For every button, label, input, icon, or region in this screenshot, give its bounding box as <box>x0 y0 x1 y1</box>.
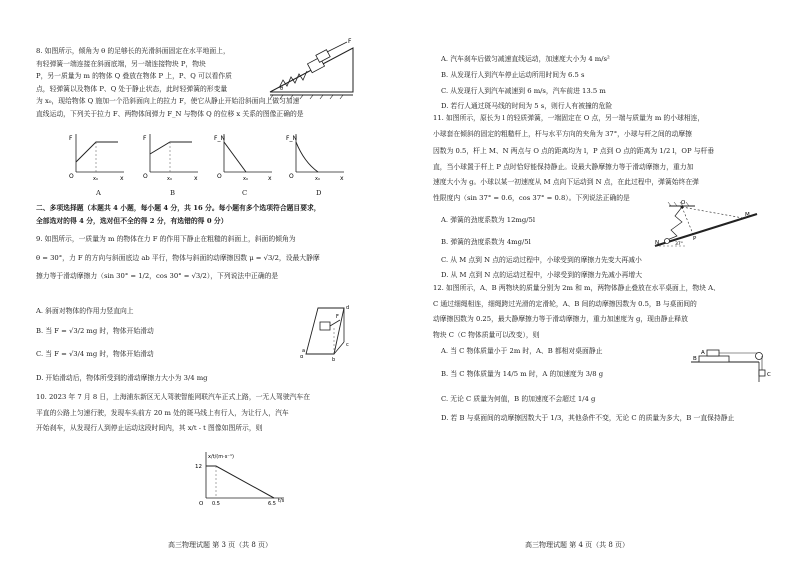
pulley-blocks-figure <box>689 342 773 384</box>
origin-label: O <box>217 173 222 180</box>
question-10-text <box>36 391 310 435</box>
q8-graph-b <box>140 132 200 182</box>
q8-label-b: B <box>170 189 175 197</box>
q8-graph-d <box>286 132 346 182</box>
text-line: 平直的公路上匀速行驶，发现车头前方 20 m 处的斑马线上有行人，为让行人，汽车 <box>36 408 289 417</box>
text-line: 10. 2023 年 7 月 8 日，上海浦东新区无人驾驶智能网联汽车正式上路，一无人驾驶汽车在 <box>36 393 311 401</box>
q12-option-b: B. 当 C 物体质量为 14/5 m 时，A 的加速度为 3/8 g <box>441 370 604 378</box>
text-line: 8. 如图所示，倾角为 θ 的足够长的光滑斜面固定在水平地面上， <box>36 47 230 55</box>
origin-label: O <box>143 173 148 180</box>
d-label: d <box>346 305 350 311</box>
q9-option-a: A. 斜面对物体的作用力竖直向上 <box>36 307 134 315</box>
q8-label-d: D <box>316 189 322 197</box>
q8-graph-a <box>66 132 126 182</box>
right-page <box>397 0 794 562</box>
text-line: 性限度内（sin 37° = 0.6，cos 37° = 0.8）。下列说法正确的是 <box>433 193 630 202</box>
c-label: c <box>346 342 349 348</box>
q12-option-d: D. 若 B 与桌面间的动摩擦因数大于 1/3，其他条件不变，无论 C 的质量为多大，B 一直保持静止 <box>441 414 735 422</box>
text-line: 动摩擦因数为 0.25，最大静摩擦力等于滑动摩擦力，重力加速度为 g，现由静止释放 <box>433 315 688 324</box>
text-line: C 通过细绳相连，细绳跨过光滑的定滑轮，A、B 间的动摩擦因数为 0.5，B 与桌面间的 <box>433 299 697 308</box>
text-line: 因数为 0.5，杆上 M、N 两点与 O 点的距离均为 l，P 点到 O 点的距离为 1/2 l，OP 与杆垂 <box>433 147 715 156</box>
text-line: 12. 如图所示，A、B 两物块的质量分别为 2m 和 m，两物体静止叠放在水平桌面上，物块 A、 <box>433 284 720 292</box>
question-8-text <box>36 45 304 121</box>
p-label: P <box>693 236 697 242</box>
o-label: O <box>681 200 686 206</box>
b-label: B <box>693 356 697 362</box>
a-label: a <box>302 348 306 354</box>
text-line: 有轻弹簧一端连接在斜面底端，另一端连接物块 P，物块 <box>36 59 206 68</box>
m-label: M <box>745 212 750 218</box>
force-label: F <box>348 38 352 45</box>
rod-spring-figure <box>647 200 767 250</box>
axis-f-label: F <box>69 135 73 142</box>
inclined-block-figure <box>300 300 360 363</box>
q11-option-c: C. 从 M 点到 N 点的运动过程中，小球受到的摩擦力先变大再减小 <box>441 256 642 264</box>
axis-x-label: x <box>268 175 272 182</box>
q12-option-c: C. 无论 C 质量为何值，B 的加速度不会超过 1/4 g <box>441 395 596 403</box>
text-line: 直，当小球置于杆上 P 点时恰好能保持静止。设最大静摩擦力等于滑动摩擦力，重力加 <box>433 162 694 171</box>
page-footer: 高三物理试题 第 4 页（共 8 页） <box>525 541 630 549</box>
question-12-text <box>433 282 720 341</box>
text-line: 小球套在倾斜的固定的粗糙杆上，杆与水平方向的夹角为 37°，小球与杆之间的动摩擦 <box>433 129 692 138</box>
text-line: 物块 C（C 物体质量可以改变），则 <box>433 330 540 339</box>
question-9-text <box>36 233 320 283</box>
q10-option-c: C. 从发现行人到汽车减速到 6 m/s，汽车前进 13.5 m <box>441 87 606 95</box>
q11-option-a: A. 弹簧的劲度系数为 12mg/5l <box>441 216 535 224</box>
x-axis-label: t/s <box>278 498 285 504</box>
text-line: θ = 30°，力 F 的方向与斜面底边 ab 平行，物体与斜面的动摩擦因数 μ = √3/2，设最大静摩 <box>36 253 320 262</box>
page-footer: 高三物理试题 第 3 页（共 8 页） <box>168 541 273 549</box>
axis-x-label: x <box>194 175 198 182</box>
x0-label: x₀ <box>93 176 98 182</box>
text-line: 全部选对的得 4 分，选对但不全的得 2 分，有选错的得 0 分） <box>36 216 228 225</box>
text-line: 点，轻弹簧以及物体 P、Q 处于静止状态，此时轻弹簧的形变量 <box>36 84 228 93</box>
q10-option-a: A. 汽车刹车后做匀减速直线运动，加速度大小为 4 m/s² <box>441 55 610 63</box>
q9-option-b: B. 当 F = √3/2 mg 时，物体开始滑动 <box>36 327 154 335</box>
text-line: 直线运动，下列关于拉力 F、两物体间弹力 F_N 与物体 Q 的位移 x 关系的图像正确的是 <box>36 109 304 118</box>
text-line: 二、多项选择题（本题共 4 小题，每小题 4 分，共 16 分。每小题有多个选项符合题目要求， <box>36 204 321 212</box>
origin-label: O <box>289 173 294 180</box>
y-axis-label: x/t/(m·s⁻¹) <box>208 454 234 460</box>
angle-label: 37° <box>675 242 683 247</box>
text-line: 开始刹车，从发现行人到停止运动这段时间内，其 x/t - t 图像如图所示，则 <box>36 424 263 433</box>
alpha-label: α <box>300 354 304 360</box>
axis-fn-label: F_N <box>286 135 297 142</box>
origin-label: O <box>199 501 204 507</box>
x-tick-label: 0.5 <box>212 501 220 507</box>
text-line: 9. 如图所示，一质量为 m 的物体在力 F 的作用下静止在粗糙的斜面上，斜面的倾角为 <box>36 235 296 243</box>
q9-option-c: C. 当 F = √3/4 mg 时，物体开始滑动 <box>36 350 154 358</box>
q10-option-b: B. 从发现行人到汽车停止运动所用时间为 6.5 s <box>441 71 585 79</box>
question-11-text <box>433 112 714 205</box>
axis-f-label: F <box>143 135 147 142</box>
q11-option-b: B. 弹簧的劲度系数为 4mg/5l <box>441 238 531 246</box>
origin-label: O <box>69 173 74 180</box>
x-tick-label: 6.5 <box>268 501 276 507</box>
b-label: b <box>332 357 336 363</box>
q8-label-a: A <box>96 189 101 197</box>
incline-spring-figure <box>265 40 360 100</box>
q10-option-d: D. 若行人通过斑马线的时间为 5 s，则行人有被撞的危险 <box>441 102 613 110</box>
text-line: P，另一质量为 m 的物体 Q 叠放在物体 P 上，P、Q 可以看作质 <box>36 72 232 81</box>
a-label: A <box>701 350 705 356</box>
angle-label: θ <box>280 86 284 92</box>
text-line: 擦力等于滑动摩擦力（sin 30° = 1/2，cos 30° = √3/2），下列说法中正确的是 <box>36 272 279 281</box>
text-line: 为 x₀，现给物体 Q 施加一个沿斜面向上的拉力 F，使它从静止开始沿斜面向上做匀加速 <box>36 97 300 106</box>
text-line: 11. 如图所示，原长为 l 的轻质弹簧，一端固定在 O 点，另一端与质量为 m 的小球相连， <box>433 114 705 122</box>
section-2-header <box>36 202 321 227</box>
q9-option-d: D. 开始滑动后，物体所受到的滑动摩擦力大小为 3/4 mg <box>36 374 208 382</box>
axis-fn-label: F_N <box>214 135 225 142</box>
q10-xt-t-graph <box>188 450 288 510</box>
x0-label: x₀ <box>167 176 172 182</box>
x0-label: x₀ <box>315 176 320 182</box>
q8-graph-c <box>214 132 274 182</box>
y-tick-label: 12 <box>195 464 202 470</box>
c-label: C <box>767 372 771 378</box>
q11-option-d: D. 从 M 点到 N 点的运动过程中，小球受到的摩擦力先减小再增大 <box>441 271 642 279</box>
force-label: F <box>336 314 339 320</box>
q8-label-c: C <box>242 189 248 197</box>
axis-x-label: x <box>120 175 124 182</box>
q12-option-a: A. 当 C 物体质量小于 2m 时，A、B 都相对桌面静止 <box>441 347 603 355</box>
axis-x-label: x <box>340 175 344 182</box>
n-label: N <box>655 240 660 246</box>
text-line: 速度大小为 g。小球以某一初速度从 M 点向下运动到 N 点，在此过程中，弹簧始终在弹 <box>433 178 699 187</box>
x0-label: x₀ <box>243 176 248 182</box>
